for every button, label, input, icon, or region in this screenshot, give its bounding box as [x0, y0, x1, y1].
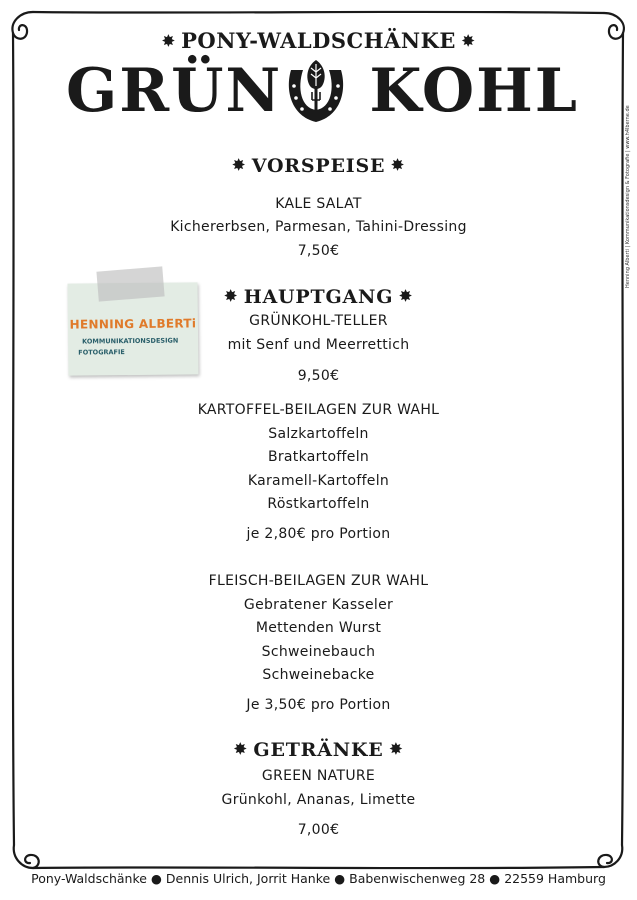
title-kohl: KOHL	[369, 56, 579, 126]
hauptgang-price: 9,50€	[297, 368, 340, 384]
footer-city: 22559 Hamburg	[504, 871, 606, 886]
kartoffel-option: Salzkartoffeln	[268, 426, 369, 442]
getraenke-item-desc: Grünkohl, Ananas, Limette	[221, 792, 416, 808]
fleisch-option: Schweinebacke	[262, 667, 375, 683]
hauptgang-item-desc: mit Senf und Meerrettich	[227, 337, 410, 353]
bullet-icon: ●	[489, 871, 501, 886]
section-heading-text: HAUPTGANG	[243, 286, 394, 308]
star-icon: ✸	[461, 32, 475, 50]
title-gruen: GRÜN	[66, 56, 283, 126]
star-icon: ✸	[234, 740, 248, 758]
kartoffel-option: Karamell-Kartoffeln	[247, 473, 390, 489]
vorspeise-item-name: KALE SALAT	[275, 196, 362, 212]
getraenke-price: 7,00€	[297, 822, 340, 838]
hauptgang-item-name: GRÜNKOHL-TELLER	[249, 313, 388, 329]
side-credit-text: Henning Alberti | Kommunikationsdesign & Fotografie | www.h4lberne.de	[625, 105, 631, 288]
side-credit	[618, 105, 631, 290]
vorspeise-price: 7,50€	[297, 243, 340, 259]
section-heading-text: GETRÄNKE	[253, 739, 384, 761]
note-line-design: KOMMUNIKATIONSDESIGN	[82, 336, 179, 346]
kartoffel-option: Bratkartoffeln	[267, 449, 370, 465]
star-icon: ✸	[232, 156, 246, 174]
footer-street: Babenwischenweg 28	[349, 871, 486, 886]
footer-address	[0, 871, 637, 886]
getraenke-item-name: GREEN NATURE	[261, 768, 376, 784]
venue-title	[0, 28, 637, 53]
star-icon: ✸	[389, 740, 403, 758]
fleisch-heading: FLEISCH-BEILAGEN ZUR WAHL	[208, 573, 429, 589]
fleisch-option: Schweinebauch	[261, 644, 376, 660]
footer-owners: Dennis Ulrich, Jorrit Hanke	[165, 871, 331, 886]
footer-venue: Pony-Waldschänke	[31, 871, 147, 886]
fleisch-option: Mettenden Wurst	[255, 620, 382, 636]
note-name: HENNING ALBERTi	[69, 316, 197, 332]
horseshoe-kale-fork-icon	[283, 56, 349, 126]
star-icon: ✸	[399, 287, 413, 305]
star-icon: ✸	[391, 156, 405, 174]
kartoffel-option: Röstkartoffeln	[267, 496, 370, 512]
fleisch-price: Je 3,50€ pro Portion	[246, 697, 391, 713]
section-getraenke-heading	[0, 739, 637, 761]
kartoffel-heading: KARTOFFEL-BEILAGEN ZUR WAHL	[197, 402, 440, 418]
fleisch-option: Gebratener Kasseler	[243, 597, 394, 613]
section-vorspeise-heading	[0, 155, 637, 177]
note-line-photo: FOTOGRAFIE	[78, 348, 125, 357]
venue-name: PONY-WALDSCHÄNKE	[181, 28, 456, 53]
bullet-icon: ●	[334, 871, 346, 886]
kartoffel-price: je 2,80€ pro Portion	[246, 526, 391, 542]
bullet-icon: ●	[150, 871, 162, 886]
vorspeise-item-desc: Kichererbsen, Parmesan, Tahini-Dressing	[170, 219, 467, 235]
section-heading-text: VORSPEISE	[251, 155, 386, 177]
main-title	[60, 56, 577, 126]
star-icon: ✸	[162, 32, 176, 50]
star-icon: ✸	[224, 287, 238, 305]
section-hauptgang-heading	[0, 286, 637, 308]
